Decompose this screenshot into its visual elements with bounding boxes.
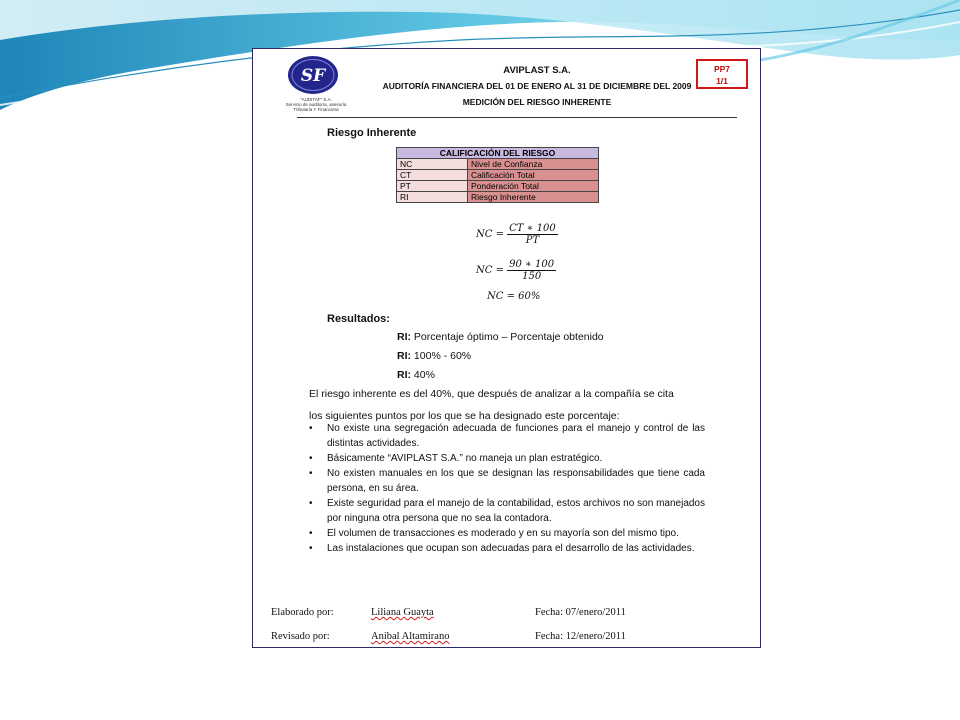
table-cell-code: CT <box>397 170 468 181</box>
reference-page: 1/1 <box>716 76 728 86</box>
reference-box <box>696 59 748 89</box>
audit-title: AUDITORÍA FINANCIERA DEL 01 DE ENERO AL 31 DE DICIEMBRE DEL 2009 <box>382 81 692 91</box>
reviewed-date: Fecha: 12/enero/2011 <box>535 631 626 642</box>
formula-general <box>476 223 558 246</box>
logo-caption-line: Tributaria Y Financiera <box>293 107 339 112</box>
result-text: 40% <box>413 369 435 381</box>
formula-lhs: NC = <box>476 265 504 276</box>
logo-caption-line: Servicio de auditoría, asesoría <box>285 102 347 107</box>
list-item: • No existen manuales en los que se designan las responsabilidades que tiene cada persona, en su área. <box>309 466 705 496</box>
document-subtitle: MEDICIÓN DEL RIESGO INHERENTE <box>462 97 612 107</box>
formula-numerator: 90 ∗ 100 <box>509 259 555 270</box>
result-text: Porcentaje óptimo – Porcentaje obtenido <box>413 331 604 343</box>
table-cell-label: Nivel de Confianza <box>468 159 599 170</box>
prepared-by-name: Liliana Guayta <box>371 607 434 618</box>
paragraph-line: El riesgo inherente es del 40%, que después de analizar a la compañía se cita <box>309 388 674 400</box>
document-frame <box>252 48 761 648</box>
list-item: • Las instalaciones que ocupan son adecuadas para el desarrollo de las actividades. <box>309 541 705 556</box>
formula-denominator: PT <box>525 235 540 246</box>
table-row <box>397 181 599 192</box>
prepared-date: Fecha: 07/enero/2011 <box>535 607 626 618</box>
findings-list <box>309 421 705 556</box>
result-label: RI: <box>397 350 411 362</box>
result-label: RI: <box>397 331 411 343</box>
table-cell-code: RI <box>397 192 468 203</box>
company-logo-icon <box>287 55 339 95</box>
paragraph-line: los siguientes puntos por los que se ha designado este porcentaje: <box>309 410 620 422</box>
table-header: CALIFICACIÓN DEL RIESGO <box>397 148 599 159</box>
reviewed-by-name: Anibal Altamirano <box>371 631 450 642</box>
result-line <box>397 331 604 343</box>
list-item: • No existe una segregación adecuada de funciones para el manejo y control de las distintas actividades. <box>309 421 705 451</box>
table-row <box>397 170 599 181</box>
logo-caption <box>281 97 351 112</box>
prepared-by-label: Elaborado por: <box>271 607 334 618</box>
logo-initials: SF <box>300 66 326 86</box>
formula-fraction <box>507 223 558 246</box>
table-row <box>397 192 599 203</box>
table-cell-label: Riesgo Inherente <box>468 192 599 203</box>
reference-code: PP7 <box>713 64 731 74</box>
formula-result: NC = 60% <box>487 291 541 302</box>
list-item: • Básicamente “AVIPLAST S.A.” no maneja un plan estratégico. <box>309 451 705 466</box>
table-cell-label: Calificación Total <box>468 170 599 181</box>
list-item: • El volumen de transacciones es moderado y en su mayoría son del mismo tipo. <box>309 526 705 541</box>
table-header-row <box>397 148 599 159</box>
table-cell-code: PT <box>397 181 468 192</box>
formula-fraction <box>507 259 556 282</box>
document-page <box>257 51 757 645</box>
formula-lhs: NC = <box>476 229 504 240</box>
logo-caption-line: "AUDITAF" S.A. <box>300 97 332 102</box>
result-text: 100% - 60% <box>413 350 472 362</box>
table-row <box>397 159 599 170</box>
formula-numerator: CT ∗ 100 <box>509 223 556 234</box>
result-line <box>397 369 435 381</box>
formula-denominator: 150 <box>522 271 542 282</box>
result-line <box>397 350 471 362</box>
list-item: • Existe seguridad para el manejo de la contabilidad, estos archivos no son manejados por ninguna otra persona que no sea la contadora. <box>309 496 705 526</box>
result-label: RI: <box>397 369 411 381</box>
header-divider <box>297 117 737 118</box>
company-name: AVIPLAST S.A. <box>503 65 571 76</box>
conclusion-paragraph <box>309 385 705 425</box>
table-cell-code: NC <box>397 159 468 170</box>
results-title: Resultados: <box>327 313 390 325</box>
formula-substituted <box>476 259 556 282</box>
reviewed-by-label: Revisado por: <box>271 631 330 642</box>
risk-rating-table <box>396 147 599 203</box>
table-cell-label: Ponderación Total <box>468 181 599 192</box>
section-title: Riesgo Inherente <box>327 127 417 139</box>
